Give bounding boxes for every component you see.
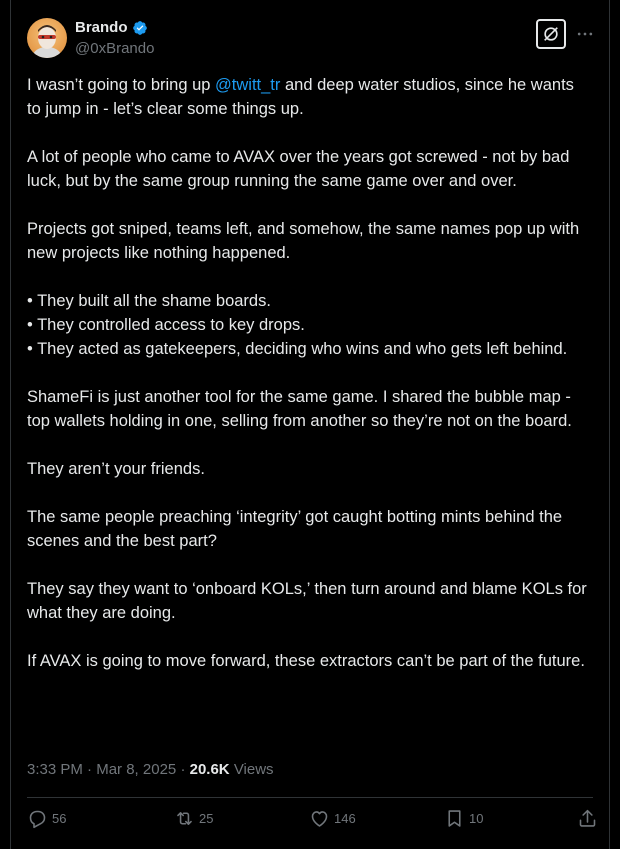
tweet-paragraph: The same people preaching ‘integrity’ got caught botting mints behind the scenes and the best part? (27, 508, 563, 550)
author-display-name[interactable]: Brando (75, 19, 128, 36)
repost-count: 25 (199, 811, 214, 826)
avatar[interactable] (27, 18, 67, 58)
views-count: 20.6K (189, 761, 230, 778)
paragraph-text: and deep water studios, since he wants to jump in - let’s clear some things up. (27, 76, 574, 118)
tweet-paragraph: A lot of people who came to AVAX over the years got screwed - not by bad luck, but by the same group running the same game over and over. (27, 148, 570, 190)
heart-icon (309, 808, 330, 829)
views-label: Views (233, 761, 274, 778)
grok-button[interactable] (536, 19, 566, 49)
bookmark-button[interactable] (444, 808, 483, 829)
tweet-date[interactable]: Mar 8, 2025 (96, 761, 177, 778)
bullet-item: • They controlled access to key drops. (27, 316, 305, 334)
bookmark-count: 10 (469, 811, 484, 826)
mention-link[interactable]: @twitt_tr (215, 76, 281, 94)
like-button[interactable] (309, 808, 356, 829)
author-handle[interactable]: @0xBrando (75, 40, 155, 57)
tweet-bullet-list (27, 289, 587, 361)
tweet-container (10, 0, 610, 849)
paragraph-text: I wasn’t going to bring up (27, 76, 216, 94)
bullet-item: • They built all the shame boards. (27, 292, 271, 310)
tweet-time[interactable]: 3:33 PM (27, 761, 83, 778)
divider (27, 797, 593, 798)
tweet-text (27, 73, 587, 697)
bullet-item: • They acted as gatekeepers, deciding who wins and who gets left behind. (27, 340, 568, 358)
share-button[interactable] (577, 808, 598, 829)
verified-badge-icon (132, 20, 148, 36)
more-dots-icon (575, 24, 595, 44)
grok-icon (542, 25, 560, 43)
reply-count: 56 (52, 811, 67, 826)
meta-separator: · (180, 761, 186, 778)
tweet-paragraph: If AVAX is going to move forward, these extractors can’t be part of the future. (27, 652, 585, 670)
tweet-paragraph: They say they want to ‘onboard KOLs,’ then turn around and blame KOLs for what they are doing. (27, 580, 587, 622)
author-name-row (75, 19, 148, 36)
like-count: 146 (334, 811, 356, 826)
share-icon (577, 808, 598, 829)
repost-button[interactable] (174, 808, 213, 829)
avatar-image (27, 18, 67, 58)
tweet-paragraph (27, 73, 587, 121)
meta-separator: · (87, 761, 93, 778)
tweet-meta (27, 761, 274, 778)
action-bar (27, 808, 593, 834)
tweet-paragraph: They aren’t your friends. (27, 460, 205, 478)
repost-icon (174, 808, 195, 829)
tweet-paragraph: ShameFi is just another tool for the same game. I shared the bubble map - top wallets holding in one, selling from another so they’re not on the board. (27, 388, 572, 430)
tweet-paragraph: Projects got sniped, teams left, and somehow, the same names pop up with new projects like nothing happened. (27, 220, 580, 262)
bookmark-icon (444, 808, 465, 829)
reply-icon (27, 808, 48, 829)
more-options-button[interactable] (573, 22, 597, 46)
reply-button[interactable] (27, 808, 66, 829)
